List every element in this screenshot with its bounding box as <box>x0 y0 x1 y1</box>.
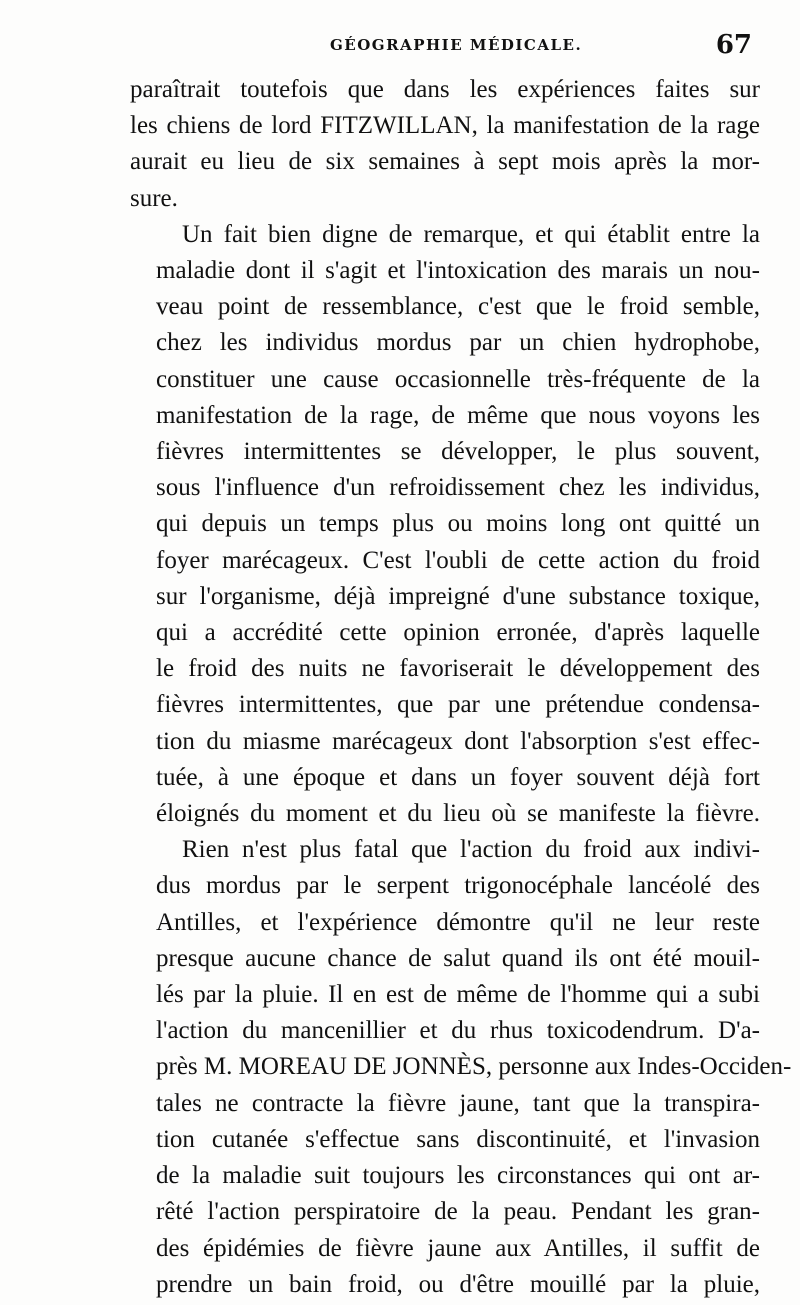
text-line: l'action du mancenillier et du rhus toxicodendrum. D'a- <box>156 1017 760 1045</box>
text-line: paraîtrait toutefois que dans les expériences faites sur <box>130 76 760 103</box>
text-line: manifestation de la rage, de même que nous voyons les <box>156 401 760 429</box>
text-line: des épidémies de fièvre jaune aux Antilles, il suffit de <box>156 1234 760 1262</box>
paragraph-3 <box>130 832 792 1303</box>
text-line: rêté l'action perspiratoire de la peau. Pendant les gran- <box>156 1198 760 1226</box>
text-line: Antilles, et l'expérience démontre qu'il ne leur reste <box>156 908 760 936</box>
text-line: tuée, à une époque et dans un foyer souvent déjà fort <box>156 763 760 791</box>
text-line: veau point de ressemblance, c'est que le froid semble, <box>156 293 760 321</box>
text-line: sur l'organisme, déjà impreigné d'une substance toxique, <box>156 582 760 610</box>
text-line: chez les individus mordus par un chien hydrophobe, <box>156 329 760 357</box>
text-line: Rien n'est plus fatal que l'action du froid aux indivi- <box>182 836 760 864</box>
text-line: fièvres intermittentes, que par une prétendue condensa- <box>156 691 760 719</box>
text-line: qui a accrédité cette opinion erronée, d'après laquelle <box>156 619 760 647</box>
text-line: les chiens de lord FITZWILLAN, la manifestation de la rage <box>130 112 760 140</box>
running-title: GÉOGRAPHIE MÉDICALE. <box>330 36 583 54</box>
text-line: de la maladie suit toujours les circonstances qui ont ar- <box>156 1162 760 1190</box>
text-line: maladie dont il s'agit et l'intoxication des marais un nou- <box>156 257 760 285</box>
text-line: qui depuis un temps plus ou moins long ont quitté un <box>156 510 760 538</box>
text-line: sous l'influence d'un refroidissement chez les individus, <box>156 474 760 502</box>
page-header <box>130 30 760 66</box>
text-line: tion du miasme marécageux dont l'absorption s'est effec- <box>156 727 760 755</box>
text-line: éloignés du moment et du lieu où se manifeste la fièvre. <box>156 800 760 828</box>
text-line: tales ne contracte la fièvre jaune, tant que la transpira- <box>156 1089 760 1117</box>
page-body <box>130 72 792 1303</box>
text-line: foyer marécageux. C'est l'oubli de cette action du froid <box>156 546 760 574</box>
text-line: constituer une cause occasionnelle très-fréquente de la <box>156 365 760 393</box>
page-number: 67 <box>715 30 752 60</box>
text-line: tion cutanée s'effectue sans discontinuité, et l'invasion <box>156 1125 760 1153</box>
text-line: Un fait bien digne de remarque, et qui établit entre la <box>182 220 760 248</box>
text-line: fièvres intermittentes se développer, le plus souvent, <box>156 438 760 466</box>
text-line: aurait eu lieu de six semaines à sept mois après la mor- <box>130 148 760 176</box>
paragraph-2 <box>130 217 760 832</box>
text-line: dus mordus par le serpent trigonocéphale lancéolé des <box>156 872 760 900</box>
text-line: presque aucune chance de salut quand ils ont été mouil- <box>156 944 760 972</box>
text-line: près M. MOREAU DE JONNÈS, personne aux Indes-Occiden- <box>156 1053 792 1081</box>
text-line: le froid des nuits ne favoriserait le développement des <box>156 655 760 683</box>
text-line: lés par la pluie. Il en est de même de l'homme qui a subi <box>156 981 760 1009</box>
text-line: sure. <box>130 184 178 212</box>
text-line: prendre un bain froid, ou d'être mouillé par la pluie, <box>156 1270 760 1298</box>
paragraph-1 <box>130 72 760 217</box>
